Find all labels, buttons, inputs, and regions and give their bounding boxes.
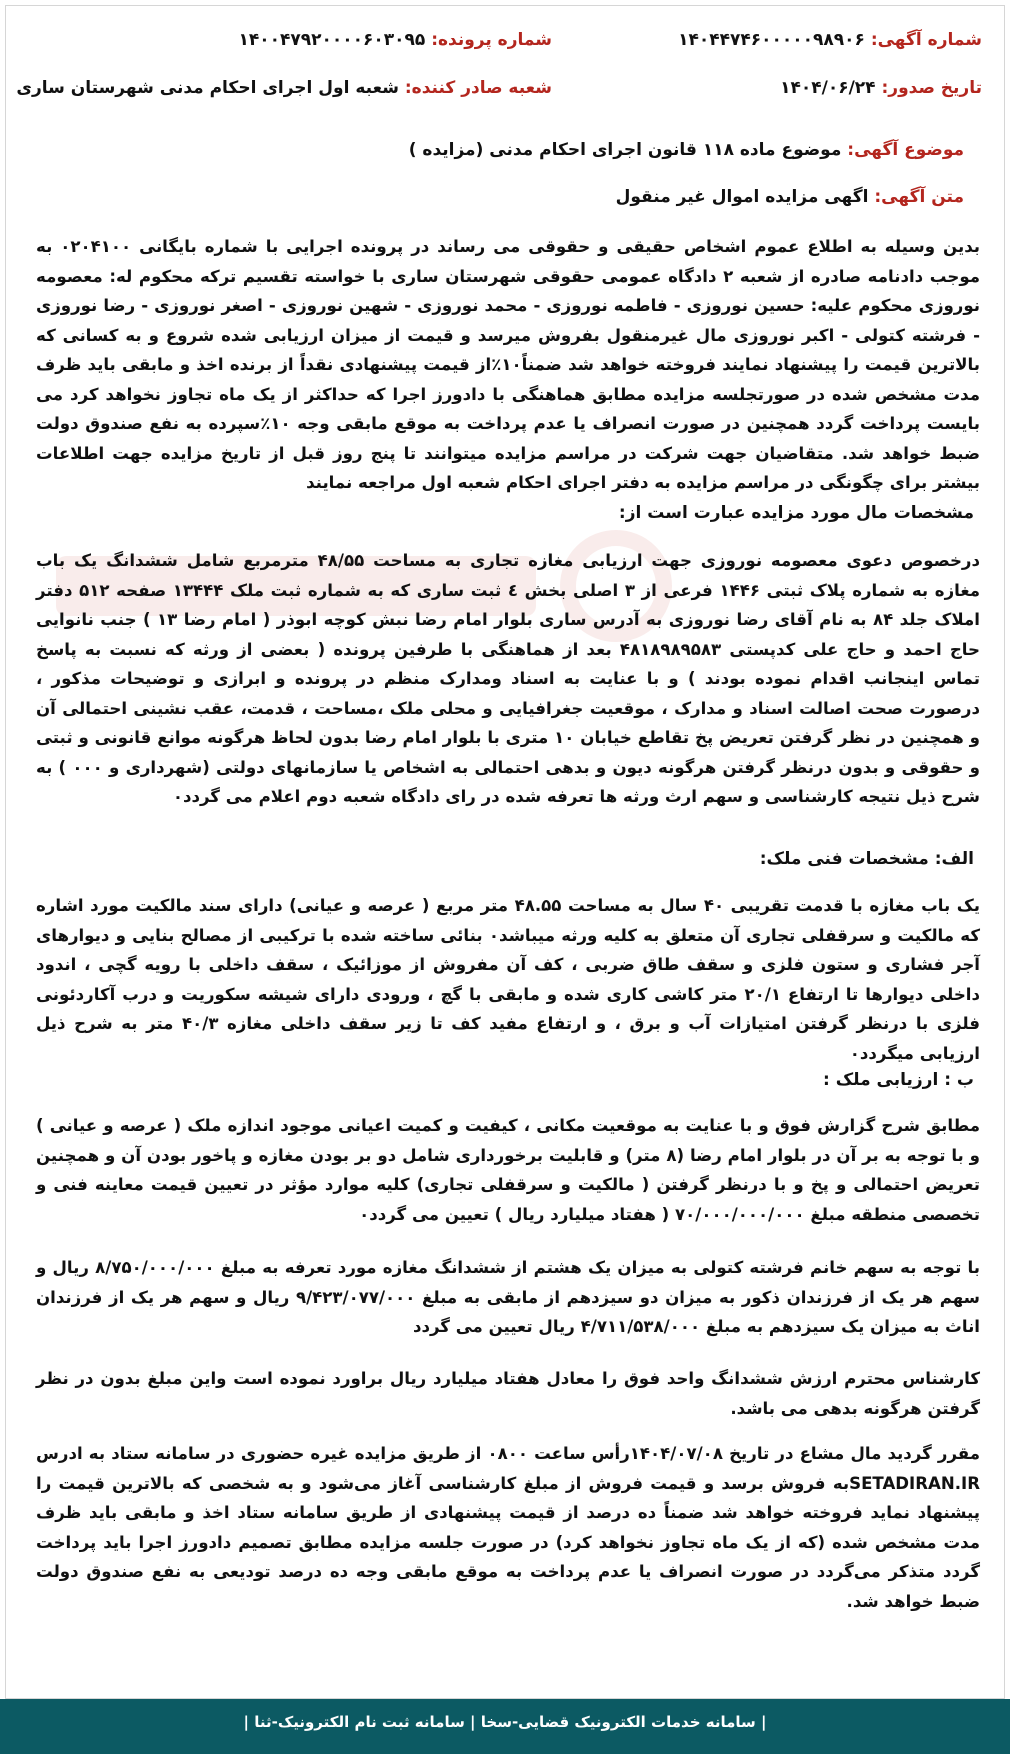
case-number-field [238,30,552,50]
issue-date-field [780,78,982,98]
auction-terms-paragraph: مقرر گردید مال مشاع در تاریخ ۱۴۰۴/۰۷/۰۸رأس ساعت ۰۸۰۰ از طریق مزایده غیره حضوری در سامانه ستاد به ادرس SETADIRAN.IRبه فروش برسد و قیمت فروش از مبلغ کارشناسی آغاز می‌شود و به شخصی که بالاترین قیمت را پیشنهاد نماید فروخته خواهد شد ضمناً ده درصد از قیمت پیشنهادی از طریق سامانه ستاد اخذ و مابقی باید ظرف مدت مشخص شده (که از یک ماه تجاوز نخواهد کرد) در صورت جلسه مزایده مطابق تصمیم دادورز اجرا باید پرداخت گردد متذکر می‌گردد در صورت انصراف یا عدم پرداخت به موقع مابقی وجه ده درصد تودیعی به نفع صندوق دولت ضبط خواهد شد. [36,1444,980,1611]
subject-field [409,140,964,160]
notice-number-field [678,30,982,50]
case-number: ۱۴۰۰۴۷۹۲۰۰۰۰۶۰۳۰۹۵ [238,30,426,50]
notice-page [5,5,1005,1699]
shares-paragraph: با توجه به سهم خانم فرشته کتولی به میزان یک هشتم از ششدانگ مغازه مورد تعرفه به مبلغ ۸/۷۵۰/۰۰۰/۰۰۰ ریال و سهم هر یک از فرزندان ذکور به میزان دو سیزدهم از مابقی به مبلغ ۹/۴۲۳/۰۷۷/۰۰۰ ریال و سهم هر یک از فرزندان اناث به میزان یک سیزدهم به مبلغ ۴/۷۱۱/۵۳۸/۰۰۰ ریال تعیین می گردد [36,1258,980,1336]
issuer: شعبه اول اجرای احکام مدنی شهرستان ساری [16,78,399,98]
issue-date-label: تاریخ صدور: [881,78,982,98]
text-title-field [616,187,964,207]
technical-specs-paragraph: یک باب مغازه با قدمت تقریبی ۴۰ سال به مساحت ۴۸.۵۵ متر مربع ( عرصه و عیانی) دارای سند مالکیت مورد اشاره که مالکیت و سرقفلی تجاری آن متعلق به کلیه ورثه میباشد۰ بنائی ساخته شده با ترکیبی از مصالح بنایی و دیوارهای آجر فشاری و ستون فلزی و سقف طاق ضربی ، کف آن مفروش از موزائیک ، سقف داخلی با رویه گچی ، اندود داخلی دیوارها تا ارتفاع ۲۰/۱ متر کاشی کاری شده و مابقی با گچ ، ورودی دارای شیشه سکوریت و درب آکاردئونی فلزی با درنظر گرفتن امتیازات آب و برق ، و ارتفاع مفید کف تا زیر سقف داخلی مغازه ۴۰/۳ متر به شرح ذیل ارزیابی میگردد۰ [36,896,981,1063]
text-title: اگهی مزایده اموال غیر منقول [615,187,869,207]
notice-number-label: شماره آگهی: [870,30,982,50]
property-description-paragraph: درخصوص دعوی معصومه نوروزی جهت ارزیابی مغازه تجاری به مساحت ۴۸/۵۵ مترمربع شامل ششدانگ یک باب مغازه به شماره پلاک ثبتی ۱۴۴۶ فرعی از ۳ اصلی بخش ٤ ثبت ساری که به شماره ثبت ملک ۱۳۴۴۴ صفحه ۵۱۲ دفتر املاک جلد ۸۴ به نام آقای رضا نوروزی به آدرس ساری بلوار امام رضا نبش کوچه ابوذر ( امام رضا ۱۳ ) جنب نانوایی حاج احمد و حاج علی کدپستی ۴۸۱۸۹۸۹۵۸۳ بعد از هماهنگی با طرفین پرونده ( بعضی از ورثه که نسبت به پاسخ تماس اینجانب اقدام نموده بودند ) و با عنایت به اسناد ومدارک منظم در پرونده و ابرازی و توضیحات مذکور ، درصورت صحت اصالت اسناد و مدارک ، موقعیت جغرافیایی و محلی ملک ،مساحت ، قدمت، عقب نشینی احتمالی آن و همچنین در نظر گرفتن تعریض پخ تقاطع خیابان ۱۰ متری با بلوار امام رضا بدون لحاظ هرگونه موانع قانونی و ثبتی و حقوقی و بدون درنظر گرفتن هرگونه دیون و بدهی احتمالی به اشخاص یا سازمانهای دولتی (شهرداری و ۰۰۰ ) به شرح ذیل نتیجه کارشناسی و سهم ارث ورثه ها تعرفه شده در رای دادگاه شعبه دوم اعلام می گردد۰ [36,551,981,806]
intro-paragraph: بدین وسیله به اطلاع عموم اشخاص حقیقی و حقوقی می رساند در پرونده اجرایی با شماره بایگانی ۰۲۰۴۱۰۰ به موجب دادنامه صادره از شعبه ۲ دادگاه عمومی حقوقی شهرستان ساری با خواسته تقسیم ترکه محکوم له: معصومه نوروزی محکوم علیه: حسین نوروزی - فاطمه نوروزی - محمد نوروزی - شهین نوروزی - اصغر نوروزی - رضا نوروزی - فرشته کتولی - اکبر نوروزی مال غیرمنقول بفروش میرسد و قیمت از میزان ارزیابی شده شروع و به کسانی که بالاترین قیمت را پیشنهاد نمایند فروخته خواهد شد ضمناً۱۰٪از قیمت پیشنهادی نقداً از برنده اخذ و مابقی باید ظرف مدت مشخص شده در صورتجلسه مزایده مطابق هماهنگی با دادورز اجرا که حداکثر از یک ماه تجاوز نخواهد کرد می بایست پرداخت گردد همچنین در صورت انصراف یا عدم پرداخت به موقع مابقی وجه ۱۰٪سپرده به نفع صندوق دولت ضبط خواهد شد. متقاضیان جهت شرکت در مراسم مزایده میتوانند تا پنج روز قبل از تاریخ مزایده جهت اطلاعات بیشتر برای چگونگی در مراسم مزایده به دفتر اجرای احکام شعبه اول مراجعه نمایند [36,237,981,492]
text-label: متن آگهی: [874,187,964,207]
valuation-paragraph: مطابق شرح گزارش فوق و با عنایت به موقعیت مکانی ، کیفیت و کمیت اعیانی موجود اندازه ملک ( عرصه و عیانی ) و با توجه به بر آن در بلوار امام رضا (۸ متر) و قابلیت برخورداری شامل دو بر بودن مغازه و پاخور بودن آن و همچنین تعریض احتمالی و پخ و با درنظر گرفتن ( مالکیت و سرقفلی تجاری) کلیه موارد مؤثر در تعیین قیمت معاینه فنی و تخصصی منطقه مبلغ ۷۰/۰۰۰/۰۰۰/۰۰۰ ( هفتاد میلیارد ریال ) تعیین می گردد۰ [36,1116,980,1224]
case-number-label: شماره پرونده: [431,30,552,50]
technical-specs-heading: الف: مشخصات فنی ملک: [759,849,974,869]
issue-date: ۱۴۰۴/۰۶/۲۴ [780,78,876,98]
subject-label: موضوع آگهی: [847,140,964,160]
notice-number: ۱۴۰۴۴۷۴۶۰۰۰۰۰۹۸۹۰۶ [678,30,865,50]
valuation-heading: ب : ارزیابی ملک : [823,1070,974,1090]
footer-links[interactable]: | سامانه خدمات الکترونیک قضایی-سخا | سامانه ثبت نام الکترونیک-ثنا | [243,1713,767,1731]
issuer-field [16,78,552,98]
expert-value-paragraph: کارشناس محترم ارزش ششدانگ واحد فوق را معادل هفتاد میلیارد ریال براورد نموده است واین مبلغ بدون در نظر گرفتن هرگونه بدهی می باشد. [36,1369,980,1418]
subject: موضوع ماده ۱۱۸ قانون اجرای احکام مدنی (مزایده ) [408,140,842,160]
footer-bar [0,1699,1010,1754]
issuer-label: شعبه صادر کننده: [404,78,552,98]
specs-heading: مشخصات مال مورد مزایده عبارت است از: [618,503,974,523]
